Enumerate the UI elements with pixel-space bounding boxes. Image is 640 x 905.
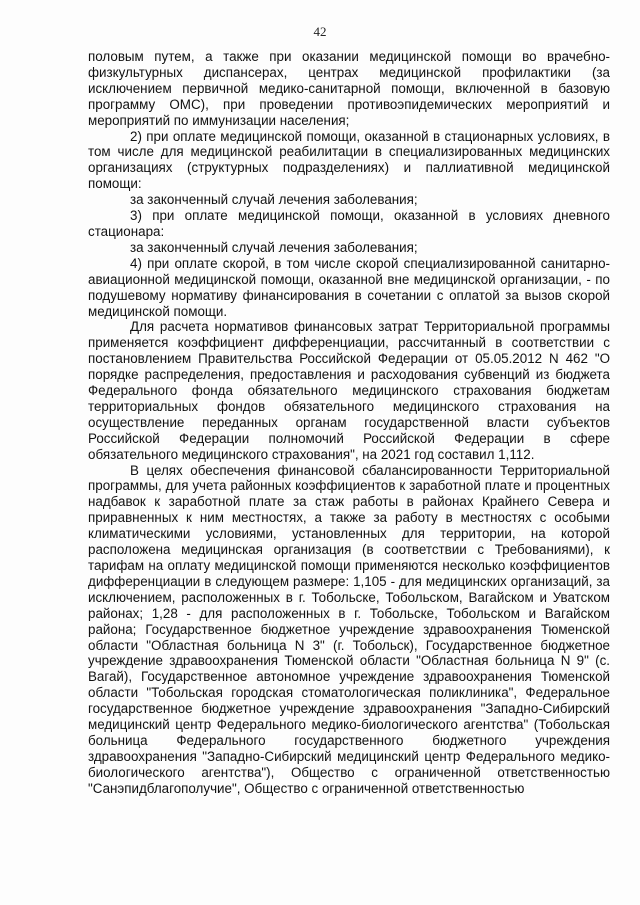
paragraph-differentiation-coefficient: Для расчета нормативов финансовых затрат Территориальной программы применяется коэффициент дифференциации, рассчитанный в соответствии с постановлением Правительства Российской Федерации от 05.05.2012 N 462 "О порядке распределения, предоставления и расходования субвенций из бюджета Федерального фонда обязательного медицинского страхования бюджетам территориальных фондов обязательного медицинского страхования на осуществление переданных органам государственной власти субъектов Российской Федерации полномочий Российской Федерации в сфере обязательного медицинского страхования", на 2021 год составил 1,112. [88, 319, 610, 462]
paragraph-case-3: за законченный случай лечения заболевания; [130, 239, 418, 255]
document-body [88, 49, 610, 797]
paragraph-item-3: 3) при оплате медицинской помощи, оказанной в условиях дневного стационара: [88, 208, 610, 239]
page-number: 42 [313, 24, 327, 39]
paragraph-financial-balance: В целях обеспечения финансовой сбалансированности Территориальной программы, для учета районных коэффициентов к заработной плате и процентных надбавок к заработной плате за стаж работы в районах Крайнего Севера и приравненных к ним местностях, а также за работу в местностях с особыми климатическими условиями, установленных для территории, на которой расположена медицинская организация (в соответствии с Требованиями), к тарифам на оплату медицинской помощи применяются несколько коэффициентов дифференциации в следующем размере: 1,105 - для медицинских организаций, за исключением, расположенных в г. Тобольске, Тобольском, Вагайском и Уватском районах; 1,28 - для расположенных в г. Тобольске, Тобольском и Вагайском района; Государственное бюджетное учреждение здравоохранения Тюменской области "Областная больница N 3" (г. Тобольск), Государственное бюджетное учреждение здравоохранения Тюменской области "Областная больница N 9" (с. Вагай), Государственное автономное учреждение здравоохранения Тюменской области "Тобольская городская стоматологическая поликлиника", Федеральное государственное бюджетное учреждение здравоохранения "Западно-Сибирский медицинский центр Федерального медико-биологического агентства" (Тобольская больница Федерального государственного бюджетного учреждения здравоохранения "Западно-Сибирский медицинский центр Федерального медико-биологического агентства"), Общество с ограниченной ответственностью "Санэпидблагополучие", Общество с ограниченной ответственностью [88, 462, 610, 796]
paragraph-item-4: 4) при оплате скорой, в том числе скорой специализированной санитарно-авиационной медицинской помощи, оказанной вне медицинской организации, - по подушевому нормативу финансирования в сочетании с оплатой за вызов скорой медицинской помощи. [88, 255, 610, 319]
paragraph-case-2: за законченный случай лечения заболевания; [130, 192, 418, 208]
paragraph-continuation: половым путем, а также при оказании медицинской помощи во врачебно-физкультурных диспансерах, центрах медицинской профилактики (за исключением первичной медико-санитарной помощи, включенной в базовую программу ОМС), при проведении противоэпидемических мероприятий и мероприятий по иммунизации населения; [88, 49, 610, 128]
paragraph-item-2: 2) при оплате медицинской помощи, оказанной в стационарных условиях, в том числе для медицинской реабилитации в специализированных медицинских организациях (структурных подразделениях) и паллиативной медицинской помощи: [88, 128, 610, 192]
